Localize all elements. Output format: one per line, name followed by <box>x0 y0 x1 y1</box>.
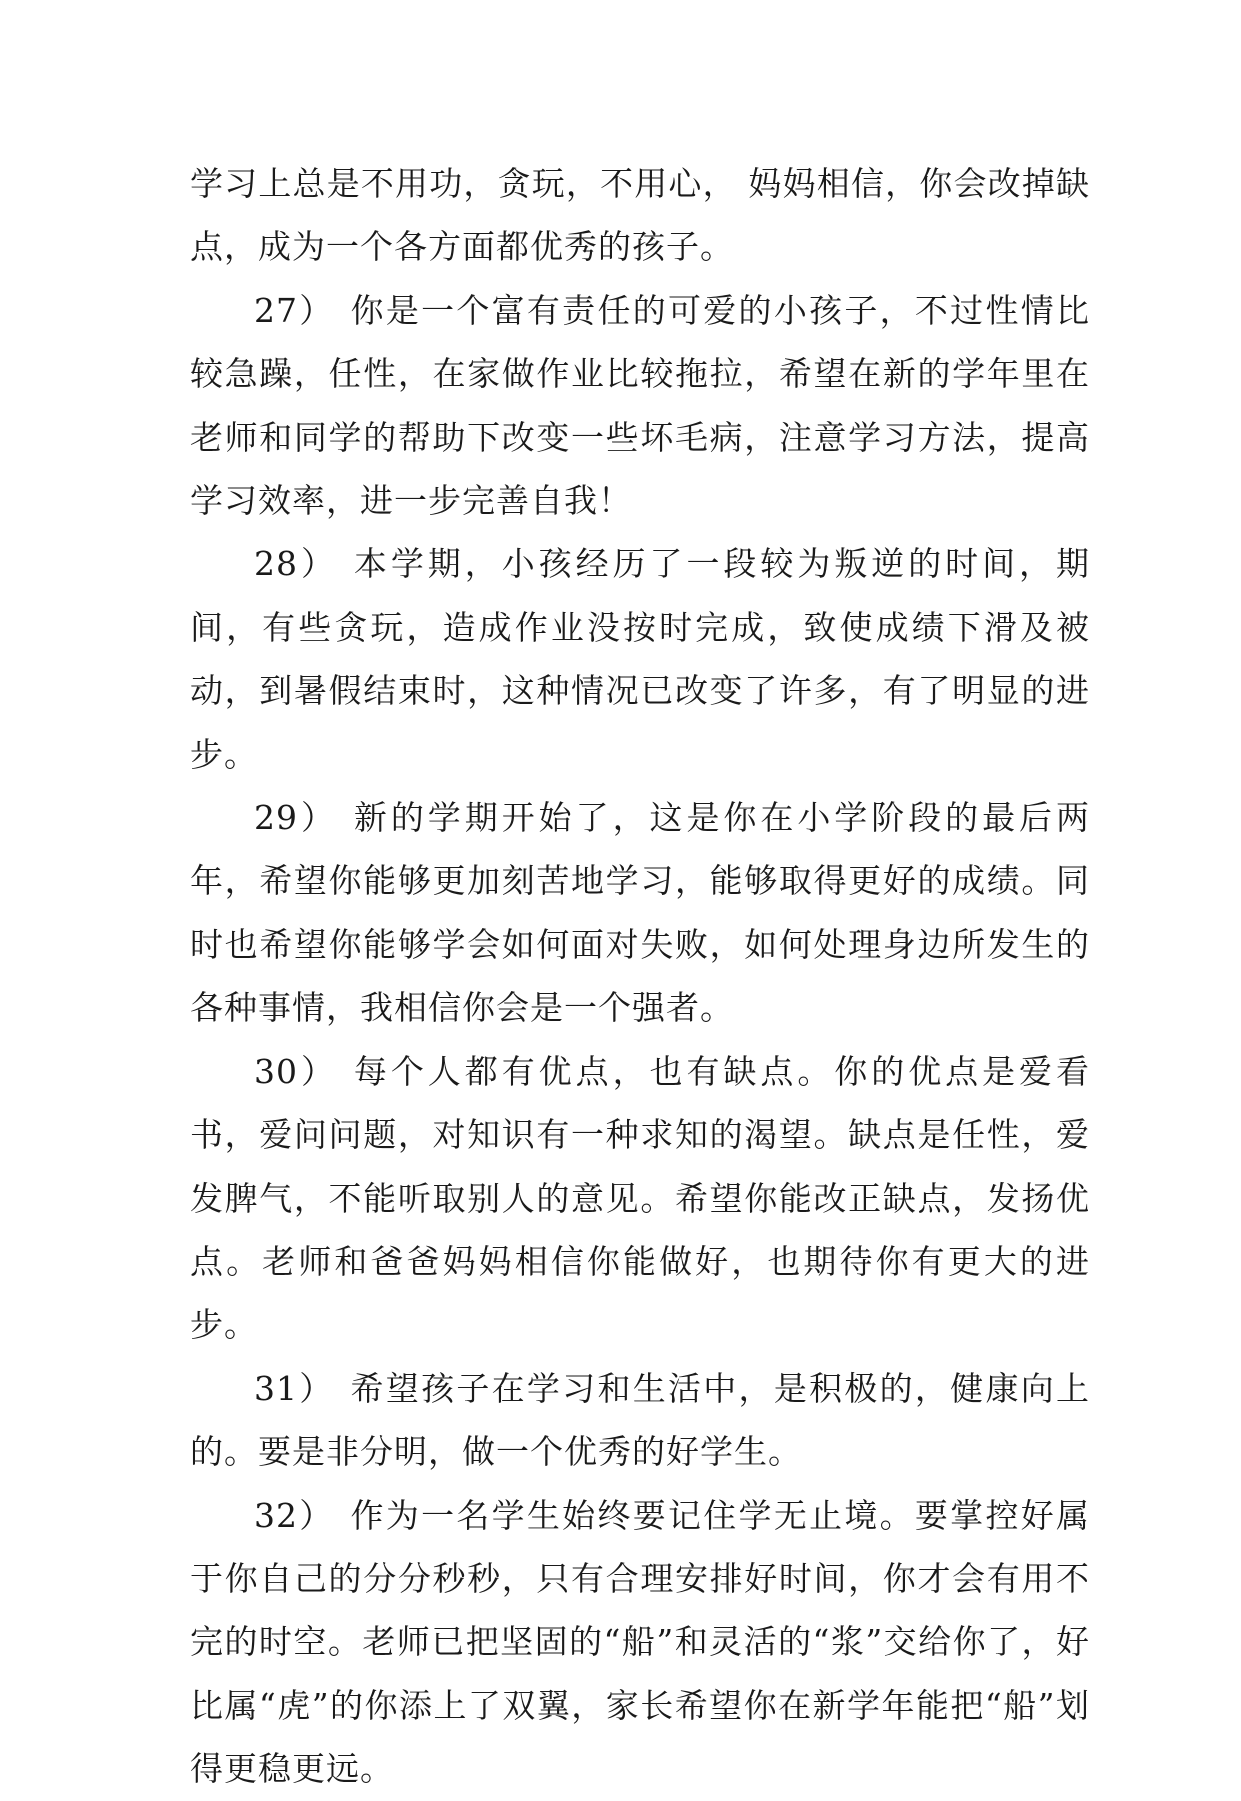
paragraph-27 <box>190 279 1090 533</box>
paragraph-32 <box>190 1484 1090 1801</box>
paragraph-30 <box>190 1040 1090 1357</box>
paragraph-number: 32） <box>254 1495 335 1535</box>
paragraph-number: 29） <box>254 798 338 838</box>
paragraph-text: 希望孩子在学习和生活中，是积极的，健康向上的。要是非分明，做一个优秀的好学生。 <box>190 1368 1091 1472</box>
paragraph-number: 27） <box>254 290 335 330</box>
paragraph-text: 学习上总是不用功，贪玩，不用心， 妈妈相信，你会改掉缺点，成为一个各方面都优秀的孩子。 <box>190 164 1090 267</box>
paragraph-28 <box>190 532 1090 786</box>
paragraph-continued <box>190 152 1090 279</box>
paragraph-text: 你是一个富有责任的可爱的小孩子，不过性情比较急躁，任性，在家做作业比较拖拉，希望在新的学年里在老师和同学的帮助下改变一些坏毛病，注意学习方法，提高学习效率，进一步完善自我！ <box>190 290 1091 521</box>
paragraph-text: 每个人都有优点，也有缺点。你的优点是爱看书，爱问问题，对知识有一种求知的渴望。缺点是任性，爱发脾气，不能听取别人的意见。希望你能改正缺点，发扬优点。老师和爸爸妈妈相信你能做好，也期待你有更大的进步。 <box>190 1051 1091 1345</box>
paragraph-text: 本学期，小孩经历了一段较为叛逆的时间，期间，有些贪玩，造成作业没按时完成，致使成绩下滑及被动，到暑假结束时，这种情况已改变了许多，有了明显的进步。 <box>190 544 1091 774</box>
document-body <box>190 152 1090 1801</box>
paragraph-number: 30） <box>254 1051 338 1091</box>
paragraph-29 <box>190 786 1090 1040</box>
paragraph-number: 28） <box>254 544 338 584</box>
paragraph-text: 作为一名学生始终要记住学无止境。要掌控好属于你自己的分分秒秒，只有合理安排好时间，你才会有用不完的时空。老师已把坚固的“船”和灵活的“浆”交给你了，好比属“虎”的你添上了双翼，家长希望你在新学年能把“船”划得更稳更远。 <box>190 1495 1091 1789</box>
paragraph-number: 31） <box>254 1368 335 1408</box>
paragraph-31 <box>190 1357 1090 1484</box>
paragraph-text: 新的学期开始了，这是你在小学阶段的最后两年，希望你能够更加刻苦地学习，能够取得更好的成绩。同时也希望你能够学会如何面对失败，如何处理身边所发生的各种事情，我相信你会是一个强者。 <box>190 798 1091 1028</box>
